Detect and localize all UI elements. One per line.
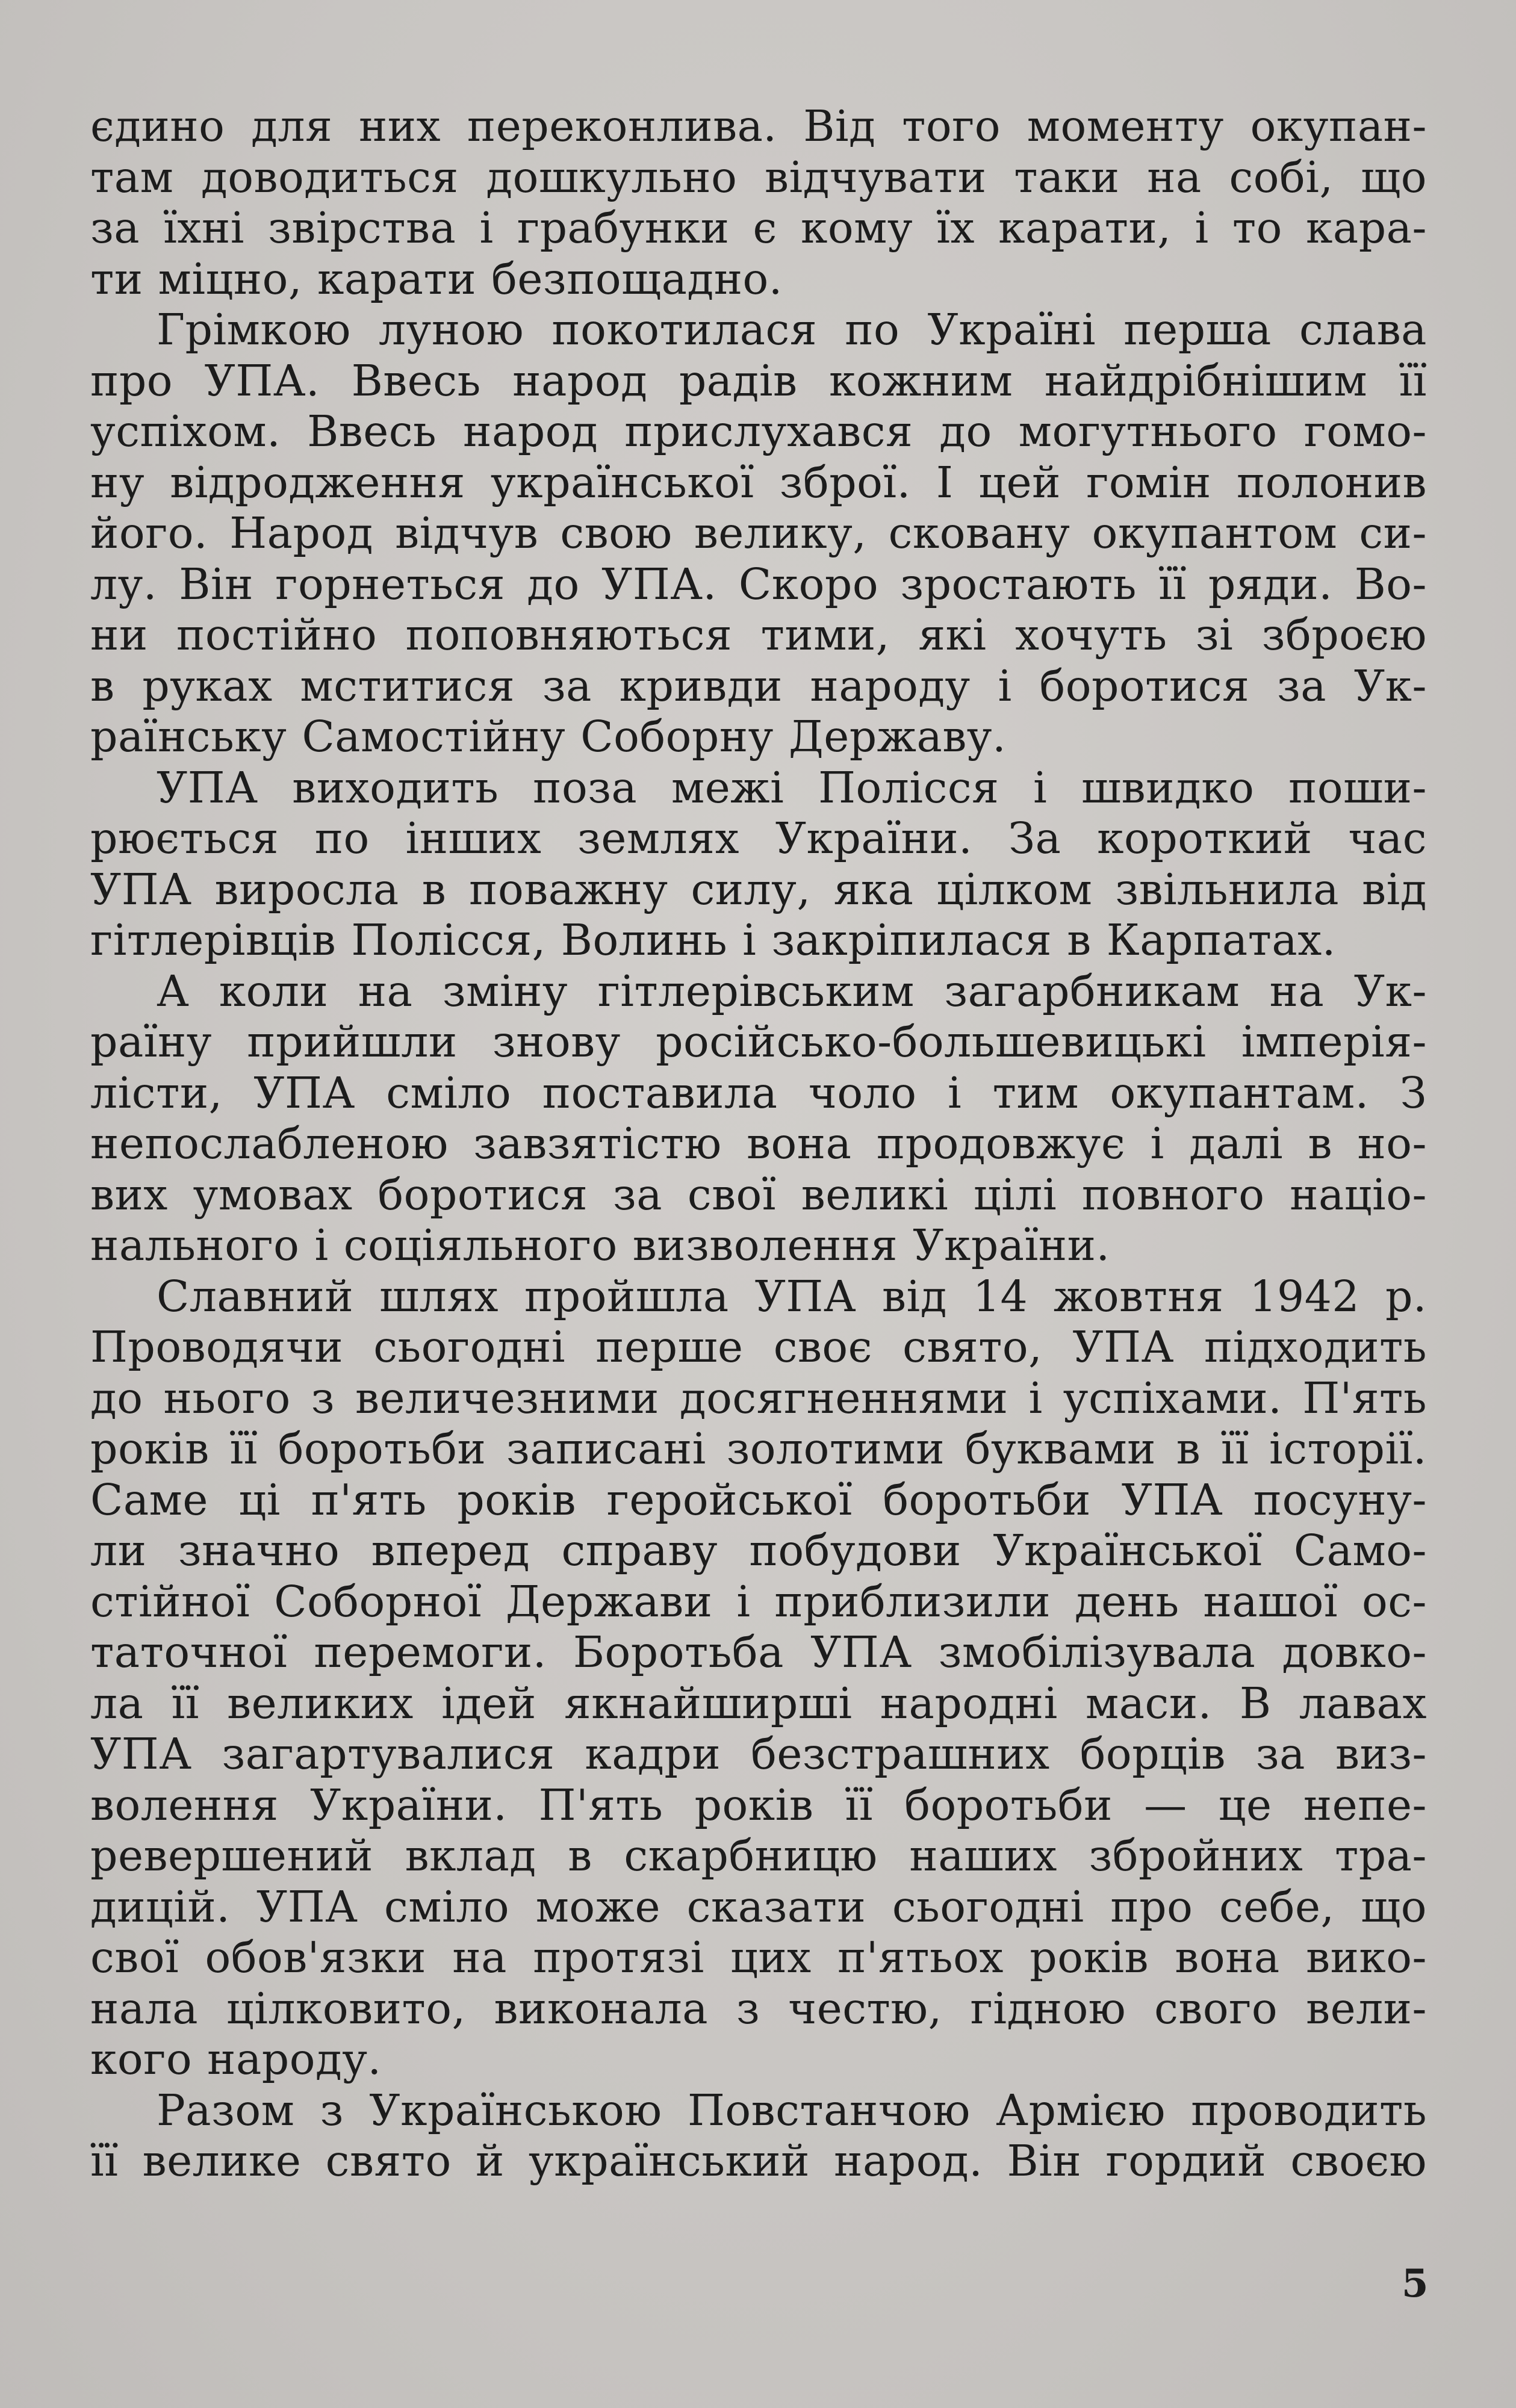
text-line: лісти, УПА сміло поставила чоло і тим окупантам. З [90,1067,1427,1118]
text-line: Грімкою луною покотилася по Україні перша слава [157,305,1427,355]
text-line: таточної перемоги. Боротьба УПА змобілізувала довко- [90,1627,1427,1677]
text-line: ревершений вклад в скарбницю наших збройних тра- [90,1831,1427,1881]
text-line: вих умовах боротися за свої великі цілі повного націо- [90,1169,1427,1220]
text-line: ла її великих ідей якнайширші народні маси. В лавах [90,1678,1427,1728]
text-line: про УПА. Ввесь народ радів кожним найдрібнішим її [90,355,1427,406]
text-line: УПА виходить поза межі Полісся і швидко поши- [157,762,1427,813]
text-line: нала цілковито, виконала з честю, гідною свого вели- [90,1983,1427,2034]
text-line: нального і соціяльного визволення України. [90,1220,1110,1270]
text-line: кого народу. [90,2034,382,2084]
text-line: ну відродження української зброї. І цей гомін полонив [90,457,1427,507]
text-line: раїну прийшли знову російсько-большевицькі імперія- [90,1017,1427,1067]
text-line: раїнську Самостійну Соборну Державу. [90,712,1007,762]
text-line: там доводиться дошкульно відчувати таки на собі, що [90,152,1427,202]
text-line: Славний шлях пройшла УПА від 14 жовтня 1942 р. [157,1271,1427,1321]
text-line: успіхом. Ввесь народ прислухався до могутнього гомо- [90,406,1427,456]
body-text [90,101,1427,2187]
text-line: УПА виросла в поважну силу, яка цілком звільнила від [90,864,1427,914]
text-line: єдино для них переконлива. Від того моменту окупан- [90,101,1427,151]
text-line: Проводячи сьогодні перше своє свято, УПА підходить [90,1322,1427,1372]
text-line: свої обов'язки на протязі цих п'ятьох років вона вико- [90,1932,1427,1982]
text-line: волення України. П'ять років її боротьби — це непе- [90,1780,1427,1830]
text-line: А коли на зміну гітлерівським загарбникам на Ук- [157,966,1427,1016]
text-line: дицій. УПА сміло може сказати сьогодні про себе, що [90,1881,1427,1932]
text-line: ли значно вперед справу побудови Української Само- [90,1525,1427,1575]
text-line: років її боротьби записані золотими буквами в її історії. [90,1424,1427,1474]
text-line: в руках мститися за кривди народу і боротися за Ук- [90,660,1427,711]
text-line: Разом з Українською Повстанчою Армією проводить [157,2085,1427,2135]
text-line: ти міцно, карати безпощадно. [90,253,783,304]
text-line: його. Народ відчув свою велику, сковану окупантом си- [90,508,1427,558]
text-line: за їхні звірства і грабунки є кому їх карати, і то кара- [90,203,1427,253]
text-line: непослабленою завзятістю вона продовжує і далі в но- [90,1119,1427,1168]
text-line: лу. Він горнеться до УПА. Скоро зростають її ряди. Во- [90,559,1427,609]
text-line: гітлерівців Полісся, Волинь і закріпилася в Карпатах. [90,915,1336,965]
text-line: до нього з величезними досягненнями і успіхами. П'ять [90,1373,1427,1423]
text-line: ни постійно поповняються тими, які хочуть зі зброєю [90,610,1427,660]
page-number: 5 [1402,2261,1429,2306]
text-line: рюється по інших землях України. За короткий час [90,813,1427,863]
text-line: Саме ці п'ять років геройської боротьби УПА посуну- [90,1474,1427,1525]
text-line: УПА загартувалися кадри безстрашних борців за виз- [90,1729,1427,1779]
text-line: її велике свято й український народ. Він гордий своєю [90,2136,1427,2186]
text-line: стійної Соборної Держави і приблизили день нашої ос- [90,1576,1427,1627]
